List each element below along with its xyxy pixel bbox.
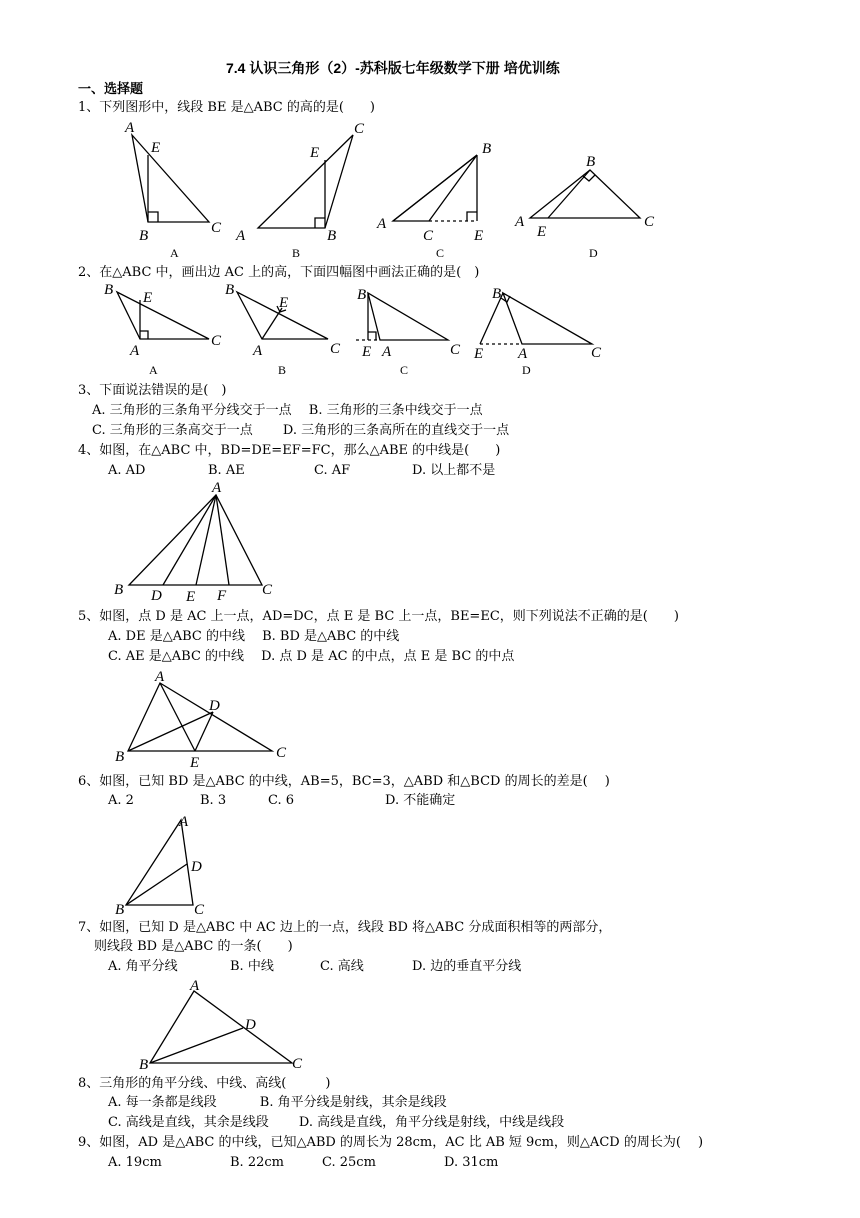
q4-figure [114,480,273,605]
svg-text:C: C [423,228,434,244]
svg-text:A: A [190,978,200,994]
q1-stem: 1、下列图形中，线段 BE 是△ABC 的高的是( ) [78,100,375,115]
svg-text:C: C [354,121,365,137]
q6-option-b: B. 3 [200,793,227,808]
q1-figure-b [235,121,365,260]
q7-option-c: C. 高线 [320,959,364,974]
q4-stem: 4、如图，在△ABC 中，BD=DE=EF=FC，那么△ABE 的中线是( ) [78,443,501,458]
q9-option-b: B. 22cm [230,1155,284,1170]
svg-text:D: D [151,588,162,604]
q5-options-line1: A. DE 是△ABC 的中线 B. BD 是△ABC 的中线 [108,629,400,644]
svg-text:E: E [279,295,289,311]
q9-option-d: D. 31cm [444,1155,499,1170]
svg-text:B: B [104,282,114,298]
svg-text:C: C [644,214,655,230]
q5-figure [115,669,287,771]
svg-text:C: C [262,582,273,598]
svg-text:C: C [194,902,205,918]
svg-text:B: B [114,582,124,598]
svg-text:A: A [253,343,263,359]
q1-figure-c [376,141,491,260]
q2-stem: 2、在△ABC 中，画出边 AC 上的高，下面四幅图中画法正确的是( ) [78,265,480,280]
svg-text:A: A [212,480,222,496]
svg-text:E: E [143,290,153,306]
svg-text:E: E [190,755,200,771]
svg-text:B: B [292,246,301,260]
q9-option-a: A. 19cm [108,1155,162,1170]
svg-text:A: A [155,669,165,685]
q9-option-c: C. 25cm [322,1155,376,1170]
svg-text:D: D [245,1017,256,1033]
q6-option-c: C. 6 [268,793,295,808]
svg-text:C: C [436,246,445,260]
q7-option-b: B. 中线 [230,959,274,974]
svg-text:C: C [211,220,222,236]
q4-option-c: C. AF [314,463,351,478]
q7-option-a: A. 角平分线 [108,959,178,974]
svg-text:C: C [591,345,602,361]
q3-options-line1: A. 三角形的三条角平分线交于一点 B. 三角形的三条中线交于一点 [92,403,483,418]
svg-text:E: E [537,224,547,240]
q6-option-a: A. 2 [108,793,134,808]
svg-text:B: B [492,286,502,302]
svg-text:B: B [115,902,125,918]
q8-options-line1: A. 每一条都是线段 B. 角平分线是射线，其余是线段 [108,1095,447,1110]
svg-text:D: D [209,698,220,714]
q5-stem: 5、如图，点 D 是 AC 上一点，AD=DC，点 E 是 BC 上一点，BE=EC，则下列说法不正确的是( ) [78,609,679,624]
svg-text:A: A [382,344,392,360]
q4-option-a: A. AD [108,463,146,478]
svg-text:B: B [327,228,337,244]
svg-text:C: C [276,745,287,761]
svg-text:C: C [211,333,222,349]
svg-text:A: A [518,346,528,362]
svg-text:B: B [139,228,149,244]
q9-stem: 9、如图，AD 是△ABC 的中线，已知△ABD 的周长为 28cm，AC 比 AB 短 9cm，则△ACD 的周长为( ) [78,1135,704,1150]
svg-text:C: C [450,342,461,358]
svg-text:B: B [278,363,287,377]
svg-text:D: D [191,859,202,875]
svg-text:A: A [377,216,387,232]
q1-figure-d [514,154,655,260]
q2-figure-c [356,287,461,377]
svg-text:C: C [292,1056,303,1072]
svg-text:B: B [357,287,367,303]
svg-text:B: B [139,1057,149,1073]
q4-option-b: B. AE [208,463,245,478]
svg-text:A: A [170,246,179,260]
svg-text:F: F [217,588,227,604]
q2-figure-b [225,282,341,377]
section-heading: 一、选择题 [78,81,144,96]
svg-text:E: E [310,145,320,161]
svg-text:E: E [151,140,161,156]
svg-text:B: B [115,749,125,765]
svg-text:E: E [474,228,484,244]
page-title: 7.4 认识三角形（2）-苏科版七年级数学下册 培优训练 [226,60,560,76]
q1-figure-a [124,120,222,260]
svg-text:A: A [149,363,158,377]
q3-stem: 3、下面说法错误的是( ) [78,383,227,398]
svg-text:B: B [225,282,235,298]
q6-option-d: D. 不能确定 [385,793,456,808]
q3-options-line2: C. 三角形的三条高交于一点 D. 三角形的三条高所在的直线交于一点 [92,423,510,438]
q2-figure-d [473,286,602,377]
q4-option-d: D. 以上都不是 [412,463,496,478]
q7-stem-line2: 则线段 BD 是△ABC 的一条( ) [94,939,293,954]
svg-text:E: E [362,344,372,360]
q6-stem: 6、如图，已知 BD 是△ABC 的中线，AB=5，BC=3，△ABD 和△BCD 的周长的差是( ) [78,774,610,789]
q2-figure-a [104,282,222,377]
svg-text:B: B [586,154,596,170]
svg-text:A: A [130,343,140,359]
q5-options-line2: C. AE 是△ABC 的中线 D. 点 D 是 AC 的中点，点 E 是 BC 的中点 [108,649,515,664]
svg-text:D: D [589,246,598,260]
svg-text:E: E [474,346,484,362]
q7-option-d: D. 边的垂直平分线 [412,959,522,974]
svg-text:A: A [236,228,246,244]
svg-text:A: A [125,120,135,136]
q7-figure [139,978,303,1073]
svg-text:C: C [400,363,409,377]
q6-figure [115,814,205,918]
q8-stem: 8、三角形的角平分线、中线、高线( ) [78,1076,331,1091]
svg-text:E: E [186,589,196,605]
svg-text:A: A [179,814,189,830]
q8-options-line2: C. 高线是直线，其余是线段 D. 高线是直线，角平分线是射线，中线是线段 [108,1115,565,1130]
q7-stem: 7、如图，已知 D 是△ABC 中 AC 边上的一点，线段 BD 将△ABC 分成面积相等的两部分， [78,920,612,935]
svg-text:D: D [522,363,531,377]
svg-text:C: C [330,341,341,357]
svg-text:B: B [482,141,492,157]
svg-text:A: A [515,214,525,230]
